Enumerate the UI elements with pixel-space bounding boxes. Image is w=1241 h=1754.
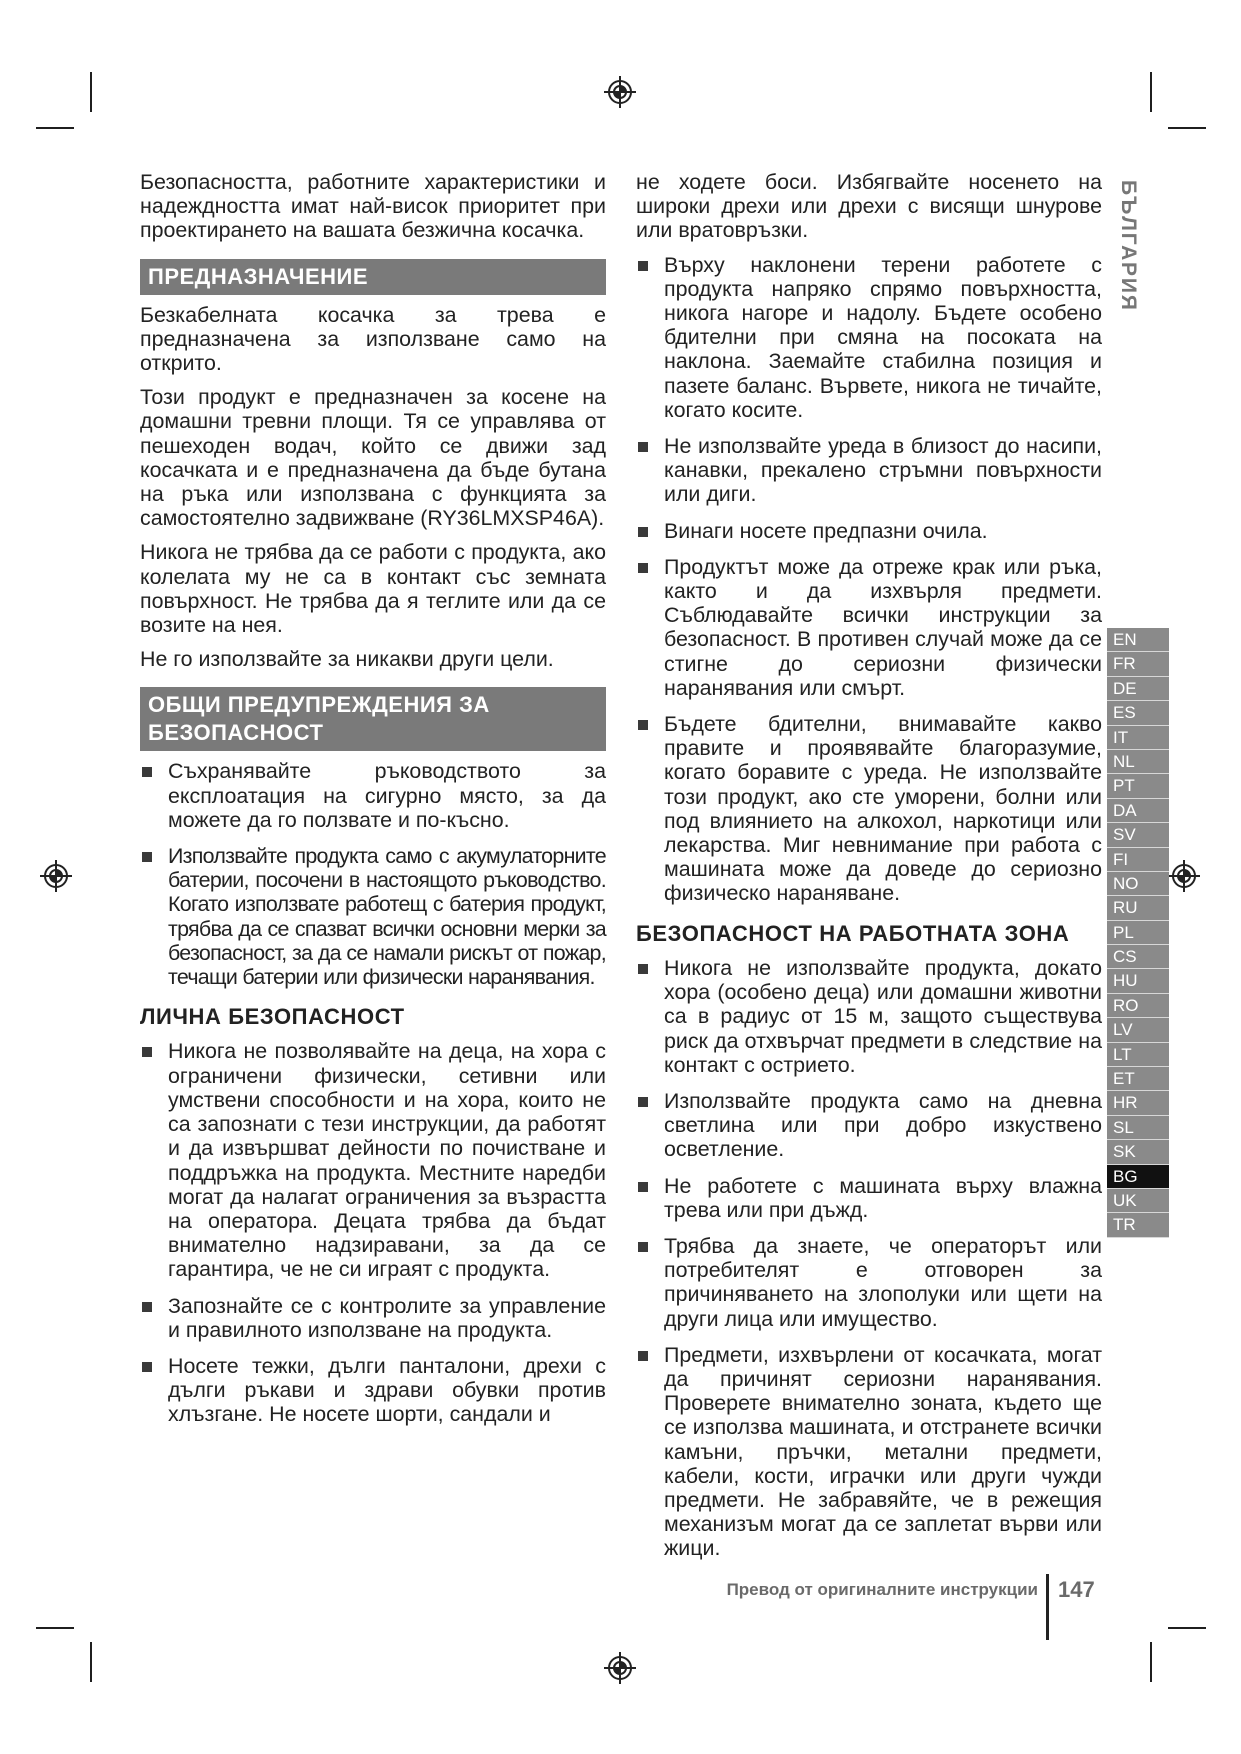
personal-safety-list-continued bbox=[636, 253, 1102, 906]
language-tab-fi[interactable]: FI bbox=[1107, 848, 1169, 872]
list-item: Бъдете бдителни, внимавайте какво правите и проявявайте благоразумие, когато боравите с уреда. Не използвайте този продукт, ако сте уморени, болни или под влиянието на алкохол, наркотици или лекарства. Миг невнимание при работа с машината може да доведе до сериозно физическо нараняване. bbox=[636, 712, 1102, 906]
section-heading-purpose: ПРЕДНАЗНАЧЕНИЕ bbox=[140, 259, 606, 295]
crop-mark bbox=[36, 127, 74, 129]
language-tab-lv[interactable]: LV bbox=[1107, 1018, 1169, 1042]
language-tab-no[interactable]: NO bbox=[1107, 872, 1169, 896]
continuation-paragraph: не ходете боси. Избягвайте носенето на широки дрехи или дрехи с висящи шнурове или вратовръзки. bbox=[636, 170, 1102, 243]
section-heading-work-area: БЕЗОПАСНОСТ НА РАБОТНАТА ЗОНА bbox=[636, 920, 1070, 946]
language-tab-hu[interactable]: HU bbox=[1107, 969, 1169, 993]
right-column bbox=[636, 170, 1102, 1573]
language-tab-bg[interactable]: BG bbox=[1107, 1165, 1169, 1189]
list-item: Предмети, изхвърлени от косачката, могат да причинят сериозни наранявания. Проверете внимателно зоната, където ще се използва машината, и отстранете всички камъни, пръчки, метални предмети, кабели, кости, играчки или други чужди предмети. Не забравяйте, че в режещия механизъм могат да се заплетат върви или жици. bbox=[636, 1343, 1102, 1561]
square-bullet-icon bbox=[142, 767, 152, 777]
registration-mark-icon bbox=[40, 860, 72, 892]
square-bullet-icon bbox=[638, 1242, 648, 1252]
list-item: Трябва да знаете, че операторът или потребителят е отговорен за причиняването на злополуки или щети на други лица или имущество. bbox=[636, 1234, 1102, 1331]
crop-mark bbox=[1168, 127, 1206, 129]
language-tab-ro[interactable]: RO bbox=[1107, 994, 1169, 1018]
language-tab-tr[interactable]: TR bbox=[1107, 1213, 1169, 1237]
page-number: 147 bbox=[1058, 1577, 1095, 1602]
language-tab-bar bbox=[1107, 628, 1169, 1238]
square-bullet-icon bbox=[638, 563, 648, 573]
square-bullet-icon bbox=[142, 1362, 152, 1372]
section-heading-personal-safety: ЛИЧНА БЕЗОПАСНОСТ bbox=[140, 1004, 405, 1030]
crop-mark bbox=[1150, 72, 1152, 112]
intro-paragraph: Безопасността, работните характеристики и надеждността имат най-висок приоритет при проектирането на вашата безжична косачка. bbox=[140, 170, 606, 243]
list-item: Върху наклонени терени работете с продукта напряко спрямо повърхността, никога нагоре и надолу. Бъдете особено бдителни при смяна на посоката на наклона. Заемайте стабилна позиция и пазете баланс. Вървете, никога не тичайте, когато косите. bbox=[636, 253, 1102, 422]
work-area-list bbox=[636, 956, 1102, 1561]
left-column bbox=[140, 170, 606, 1439]
language-tab-sl[interactable]: SL bbox=[1107, 1116, 1169, 1140]
crop-mark bbox=[36, 1627, 74, 1629]
crop-mark bbox=[90, 72, 92, 112]
square-bullet-icon bbox=[142, 1047, 152, 1057]
language-tab-et[interactable]: ET bbox=[1107, 1067, 1169, 1091]
personal-safety-list bbox=[140, 1039, 606, 1426]
language-tab-lt[interactable]: LT bbox=[1107, 1043, 1169, 1067]
list-item: Използвайте продукта само с акумулаторните батерии, посочени в настоящото ръководство. Когато използвате работещ с батерия продукт, трябва да се спазват всички основни мерки за безопасност, за да се намали рискът от пожар, течащи батерии или физически наранявания. bbox=[140, 844, 606, 989]
list-item: Използвайте продукта само на дневна светлина или при добро изкуствено осветление. bbox=[636, 1089, 1102, 1162]
language-tab-hr[interactable]: HR bbox=[1107, 1091, 1169, 1115]
paragraph: Този продукт е предназначен за косене на домашни тревни площи. Тя се управлява от пешеходен водач, който се движи зад косачката и е предназначена да бъде бутана на ръка или използвана с функцията за самостоятелно задвижване (RY36LMXSP46A). bbox=[140, 385, 606, 531]
crop-mark bbox=[90, 1642, 92, 1682]
footer-note: Превод от оригиналните инструкции bbox=[726, 1580, 1038, 1599]
registration-mark-icon bbox=[604, 76, 636, 108]
paragraph: Никога не трябва да се работи с продукта, ако колелата му не са в контакт със земната повърхност. Не трябва да я теглите или да се возите на нея. bbox=[140, 540, 606, 638]
general-warnings-list bbox=[140, 759, 606, 989]
language-tab-de[interactable]: DE bbox=[1107, 677, 1169, 701]
square-bullet-icon bbox=[638, 1182, 648, 1192]
language-tab-it[interactable]: IT bbox=[1107, 726, 1169, 750]
crop-mark bbox=[1168, 1627, 1206, 1629]
list-item: Никога не използвайте продукта, докато хора (особено деца) или домашни животни са в радиус от 15 м, защото съществува риск да отхвърчат предмети в следствие на контакт с острието. bbox=[636, 956, 1102, 1077]
side-country-label: БЪЛГАРИЯ bbox=[1117, 180, 1140, 312]
paragraph: Безкабелната косачка за трева е предназначена за използване само на открито. bbox=[140, 302, 606, 376]
crop-mark bbox=[1150, 1642, 1152, 1682]
registration-mark-icon bbox=[604, 1652, 636, 1684]
square-bullet-icon bbox=[142, 1302, 152, 1312]
language-tab-nl[interactable]: NL bbox=[1107, 750, 1169, 774]
list-item: Не работете с машината върху влажна трева или при дъжд. bbox=[636, 1174, 1102, 1222]
language-tab-uk[interactable]: UK bbox=[1107, 1189, 1169, 1213]
language-tab-es[interactable]: ES bbox=[1107, 701, 1169, 725]
square-bullet-icon bbox=[638, 720, 648, 730]
square-bullet-icon bbox=[638, 261, 648, 271]
footer-divider bbox=[1046, 1574, 1049, 1640]
square-bullet-icon bbox=[638, 442, 648, 452]
language-tab-pt[interactable]: PT bbox=[1107, 774, 1169, 798]
square-bullet-icon bbox=[638, 1351, 648, 1361]
language-tab-cs[interactable]: CS bbox=[1107, 945, 1169, 969]
language-tab-da[interactable]: DA bbox=[1107, 799, 1169, 823]
language-tab-ru[interactable]: RU bbox=[1107, 896, 1169, 920]
square-bullet-icon bbox=[142, 852, 152, 862]
registration-mark-icon bbox=[1168, 860, 1200, 892]
list-item: Запознайте се с контролите за управление и правилното използване на продукта. bbox=[140, 1294, 606, 1342]
square-bullet-icon bbox=[638, 1097, 648, 1107]
list-item: Продуктът може да отреже крак или ръка, както и да изхвърля предмети. Съблюдавайте всички инструкции за безопасност. В противен случай може да се стигне до сериозни физически наранявания или смърт. bbox=[636, 555, 1102, 700]
paragraph: Не го използвайте за никакви други цели. bbox=[140, 647, 554, 672]
list-item: Винаги носете предпазни очила. bbox=[636, 519, 1102, 543]
list-item: Носете тежки, дълги панталони, дрехи с дълги ръкави и здрави обувки против хлъзгане. Не носете шорти, сандали и bbox=[140, 1354, 606, 1427]
list-item: Не използвайте уреда в близост до насипи, канавки, прекалено стръмни повърхности или диги. bbox=[636, 434, 1102, 507]
language-tab-fr[interactable]: FR bbox=[1107, 652, 1169, 676]
language-tab-sk[interactable]: SK bbox=[1107, 1140, 1169, 1164]
list-item: Съхранявайте ръководството за експлоатация на сигурно място, за да можете да го ползвате и по-късно. bbox=[140, 759, 606, 832]
language-tab-pl[interactable]: PL bbox=[1107, 921, 1169, 945]
square-bullet-icon bbox=[638, 527, 648, 537]
language-tab-en[interactable]: EN bbox=[1107, 628, 1169, 652]
list-item: Никога не позволявайте на деца, на хора с ограничени физически, сетивни или умствени способности и на хора, които не са запознати с тези инструкции, да работят и да извършват дейности по почистване и поддръжка на продукта. Местните наредби могат да налагат ограничения за възрастта на оператора. Децата трябва да бъдат внимателно надзиравани, за да се гарантира, че не си играят с продукта. bbox=[140, 1039, 606, 1281]
square-bullet-icon bbox=[638, 964, 648, 974]
section-heading-general-warnings: ОБЩИ ПРЕДУПРЕЖДЕНИЯ ЗА БЕЗОПАСНОСТ bbox=[140, 687, 606, 751]
language-tab-sv[interactable]: SV bbox=[1107, 823, 1169, 847]
